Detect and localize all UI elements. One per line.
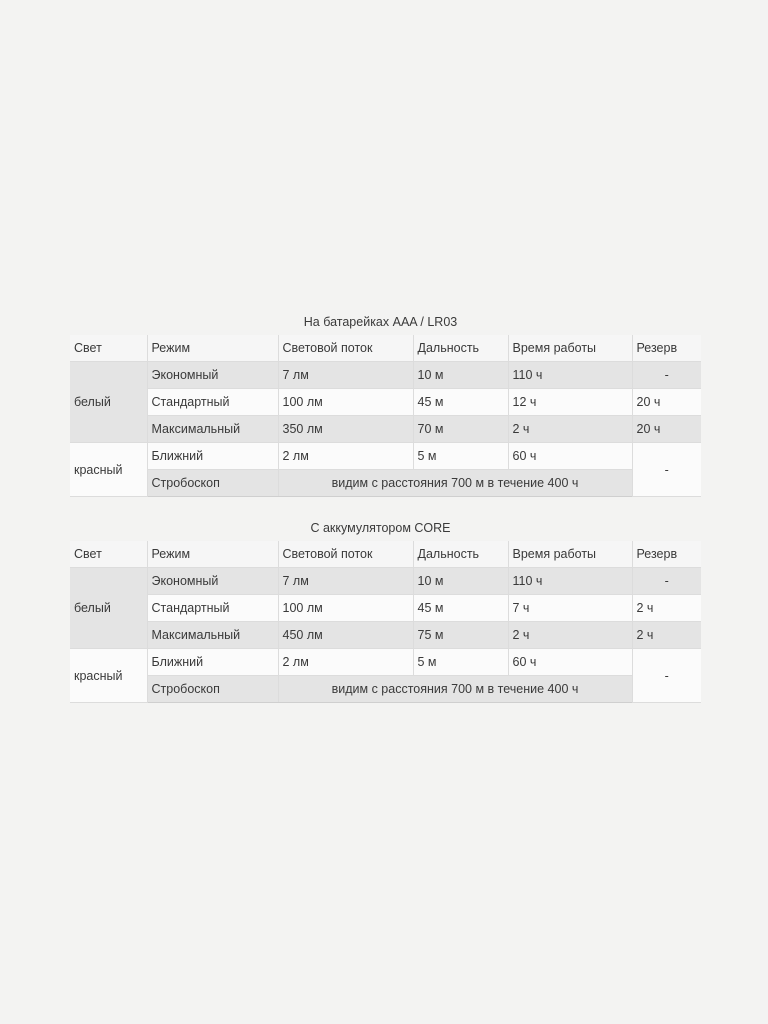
flux-cell: 7 лм bbox=[278, 362, 413, 389]
header-reserve: Резерв bbox=[632, 335, 701, 362]
table-row bbox=[70, 443, 701, 470]
runtime-cell: 7 ч bbox=[508, 595, 632, 622]
table-row bbox=[70, 595, 701, 622]
flux-cell: 100 лм bbox=[278, 595, 413, 622]
header-runtime: Время работы bbox=[508, 335, 632, 362]
table-header-row bbox=[70, 335, 701, 362]
header-mode: Режим bbox=[147, 335, 278, 362]
light-white-cell: белый bbox=[70, 568, 147, 649]
mode-cell: Стробоскоп bbox=[147, 470, 278, 497]
mode-cell: Максимальный bbox=[147, 416, 278, 443]
range-cell: 70 м bbox=[413, 416, 508, 443]
header-range: Дальность bbox=[413, 541, 508, 568]
reserve-cell: 20 ч bbox=[632, 389, 701, 416]
mode-cell: Экономный bbox=[147, 568, 278, 595]
reserve-cell: 2 ч bbox=[632, 595, 701, 622]
mode-cell: Стандартный bbox=[147, 595, 278, 622]
reserve-cell: - bbox=[632, 568, 701, 595]
flux-cell: 2 лм bbox=[278, 649, 413, 676]
spec-section-core-battery bbox=[70, 515, 701, 703]
flux-cell: 7 лм bbox=[278, 568, 413, 595]
table-row bbox=[70, 676, 701, 703]
reserve-cell: 20 ч bbox=[632, 416, 701, 443]
range-cell: 45 м bbox=[413, 389, 508, 416]
table-row bbox=[70, 416, 701, 443]
reserve-cell: - bbox=[632, 649, 701, 703]
table-caption: С аккумулятором CORE bbox=[310, 521, 451, 535]
reserve-cell: - bbox=[632, 443, 701, 497]
runtime-cell: 60 ч bbox=[508, 649, 632, 676]
table-row bbox=[70, 622, 701, 649]
range-cell: 5 м bbox=[413, 649, 508, 676]
header-light: Свет bbox=[70, 335, 147, 362]
header-runtime: Время работы bbox=[508, 541, 632, 568]
reserve-cell: - bbox=[632, 362, 701, 389]
range-cell: 75 м bbox=[413, 622, 508, 649]
table-row bbox=[70, 389, 701, 416]
runtime-cell: 2 ч bbox=[508, 416, 632, 443]
runtime-cell: 110 ч bbox=[508, 362, 632, 389]
strobe-description-cell: видим с расстояния 700 м в течение 400 ч bbox=[278, 470, 632, 497]
table-caption: На батарейках AAA / LR03 bbox=[303, 315, 458, 329]
runtime-cell: 12 ч bbox=[508, 389, 632, 416]
flux-cell: 100 лм bbox=[278, 389, 413, 416]
range-cell: 5 м bbox=[413, 443, 508, 470]
header-mode: Режим bbox=[147, 541, 278, 568]
mode-cell: Экономный bbox=[147, 362, 278, 389]
flux-cell: 450 лм bbox=[278, 622, 413, 649]
header-flux: Световой поток bbox=[278, 541, 413, 568]
spec-section-batteries bbox=[70, 309, 701, 497]
light-red-cell: красный bbox=[70, 443, 147, 497]
runtime-cell: 110 ч bbox=[508, 568, 632, 595]
runtime-cell: 60 ч bbox=[508, 443, 632, 470]
mode-cell: Стандартный bbox=[147, 389, 278, 416]
mode-cell: Ближний bbox=[147, 443, 278, 470]
runtime-cell: 2 ч bbox=[508, 622, 632, 649]
range-cell: 45 м bbox=[413, 595, 508, 622]
flux-cell: 2 лм bbox=[278, 443, 413, 470]
mode-cell: Ближний bbox=[147, 649, 278, 676]
header-light: Свет bbox=[70, 541, 147, 568]
spec-table-core-battery bbox=[70, 541, 701, 703]
strobe-description-cell: видим с расстояния 700 м в течение 400 ч bbox=[278, 676, 632, 703]
spec-table-batteries bbox=[70, 335, 701, 497]
table-row bbox=[70, 568, 701, 595]
reserve-cell: 2 ч bbox=[632, 622, 701, 649]
range-cell: 10 м bbox=[413, 568, 508, 595]
header-reserve: Резерв bbox=[632, 541, 701, 568]
table-row bbox=[70, 362, 701, 389]
table-header-row bbox=[70, 541, 701, 568]
mode-cell: Максимальный bbox=[147, 622, 278, 649]
table-row bbox=[70, 470, 701, 497]
light-red-cell: красный bbox=[70, 649, 147, 703]
mode-cell: Стробоскоп bbox=[147, 676, 278, 703]
table-row bbox=[70, 649, 701, 676]
light-white-cell: белый bbox=[70, 362, 147, 443]
flux-cell: 350 лм bbox=[278, 416, 413, 443]
header-flux: Световой поток bbox=[278, 335, 413, 362]
range-cell: 10 м bbox=[413, 362, 508, 389]
header-range: Дальность bbox=[413, 335, 508, 362]
